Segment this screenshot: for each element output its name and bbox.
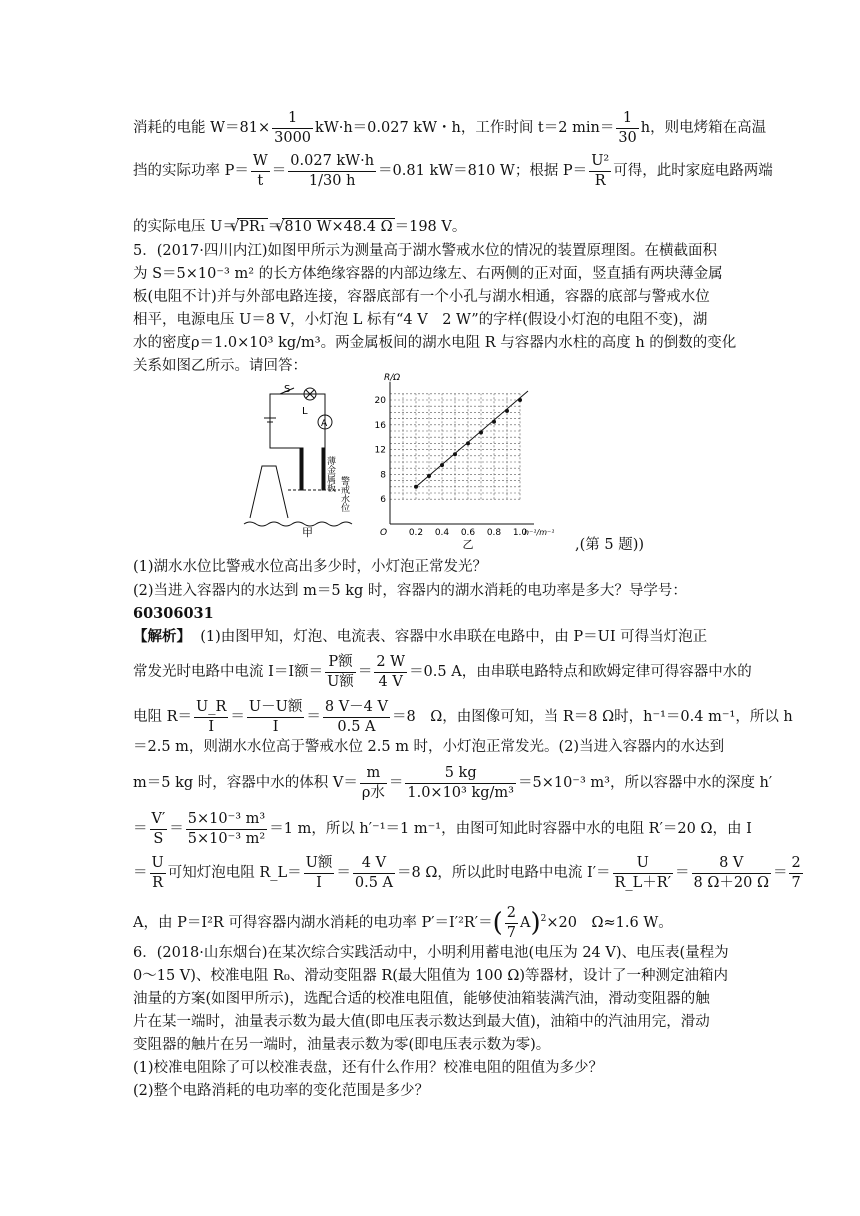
x-axis-label: h⁻¹/m⁻¹	[524, 528, 555, 537]
q5-line-4: 相平，电源电压 U＝8 V，小灯泡 L 标有“4 V 2 W”的字样(假设小灯泡的电阻不变)，湖	[133, 312, 708, 328]
figure-yi-chart	[368, 372, 558, 552]
analysis-line-2: 常发光时电路中电流 I＝I额＝ $\frac{\text{P额}}{\text{U额}}$ ＝ $\frac{2 W}{4 V}$ ＝0.5 A，由串联电路特点和欧姆定律可得容器中水的	[133, 654, 752, 690]
figure-caption-yi: 乙	[462, 538, 474, 551]
q5-code: 60306031	[133, 605, 214, 622]
circuit-wire	[270, 406, 300, 448]
data-point	[453, 452, 457, 456]
figure-jia	[240, 378, 370, 540]
label-s: S	[284, 384, 291, 395]
series-line	[416, 391, 528, 487]
y-tick-label: 6	[380, 495, 386, 506]
fraction: $\frac{\text{U²}}{R}$	[591, 153, 610, 189]
x-tick-label: 0.6	[460, 528, 476, 538]
y-axis-label: R/Ω	[384, 372, 401, 383]
y-tick-label: 8	[380, 470, 386, 481]
q5-line-1: 5．(2017·四川内江)如图甲所示为测量高于湖水警戒水位的情况的装置原理图。在横截面积	[133, 243, 718, 259]
data-point	[479, 431, 483, 435]
prev-line-1: 消耗的电能 W＝81× $\frac{1}{3000}$ kW·h＝0.027 kW・h，工作时间 t＝2 min＝ $\frac{1}{30}$ h，则电烤箱在高温	[133, 110, 767, 146]
container-plate	[300, 448, 303, 490]
x-tick-label: 0.2	[408, 528, 424, 538]
prev-line-2: 挡的实际功率 P＝ $\frac{W}{t}$ ＝ $\frac{0.027 kW\cdot h}{1/30 h}$ ＝0.81 kW＝810 W；根据 P＝ $\frac{\text{U²}}{R}$ 可得，此时家庭电路两端	[133, 153, 773, 189]
dam	[250, 466, 288, 518]
fraction: $\frac{W}{t}$	[252, 153, 268, 189]
data-point	[427, 474, 431, 478]
fraction: $\frac{4 V}{0.5 A}$	[354, 855, 394, 891]
fraction: $\frac{8 V-4 V}{0.5 A}$	[324, 699, 388, 735]
x-tick-label: 0.4	[434, 528, 450, 538]
fraction: $\frac{\text{U－U额}}{I}$	[248, 699, 303, 735]
fraction: $\frac{\text{P额}}{\text{U额}}$	[327, 654, 354, 690]
y-tick-label: 20	[374, 396, 386, 406]
fraction: $\frac{U}{R\_L+R'}$	[614, 855, 672, 891]
q5-line-5: 水的密度ρ＝1.0×10³ kg/m³。两金属板间的湖水电阻 R 与容器内水柱的高度 h 的倒数的变化	[133, 335, 737, 351]
data-point	[505, 409, 509, 413]
water-waves	[244, 522, 352, 526]
q6-sub-2: (2)整个电路消耗的电功率的变化范围是多少？	[133, 1083, 430, 1099]
q6-line-2: 0～15 V)、校准电阻 R₀、滑动变阻器 R(最大阻值为 100 Ω)等器材，设计了一种测定油箱内	[133, 968, 729, 984]
analysis-line-7: ＝ $\frac{U}{R}$ 可知灯泡电阻 R_L＝ $\frac{\text{U额}}{I}$ ＝ $\frac{4 V}{0.5 A}$ ＝8 Ω，所以此时电路中电流 I′＝ $\frac{U}{R\_L+R'}$ ＝ $\frac{8 V}{8 \Omega+20 \Omega}$ ＝ $\frac{2}{7}$	[133, 855, 801, 891]
fraction: $\frac{2}{7}$	[791, 855, 801, 891]
circuit-wire	[270, 394, 325, 448]
analysis-line-1: 【解析】 (1)由图甲知，灯泡、电流表、容器中水串联在电路中，由 P＝UI 可得当灯泡正	[133, 628, 708, 645]
q6-line-3: 油量的方案(如图甲所示)，选配合适的校准电阻值，能够使油箱装满汽油，滑动变阻器的触	[133, 991, 710, 1007]
fraction: $\frac{U}{R}$	[151, 855, 164, 891]
fraction: $\frac{1}{30}$	[618, 110, 637, 146]
fraction: $\frac{5 kg}{\text{1.0×10³ kg/m³}}$	[407, 765, 514, 801]
analysis-heading: 【解析】	[133, 628, 191, 645]
figure-caption-jia: 甲	[302, 526, 313, 539]
label-l: L	[302, 406, 308, 417]
q5-sub-2: (2)当进入容器内的水达到 m＝5 kg 时，容器内的湖水消耗的电功率是多大？导学号：	[133, 583, 687, 599]
data-point	[466, 441, 470, 445]
x-tick-label: 0.8	[486, 528, 502, 538]
analysis-line-4: ＝2.5 m，则湖水水位高于警戒水位 2.5 m 时，小灯泡正常发光。(2)当进入容器内的水达到	[133, 739, 725, 755]
q5-sub-1: (1)湖水水位比警戒水位高出多少时，小灯泡正常发光？	[133, 559, 488, 575]
fraction: $\frac{m}{\text{ρ水}}$	[361, 765, 385, 801]
y-tick-label: 16	[374, 420, 386, 431]
plate-label: 薄金属板	[325, 456, 335, 492]
fraction: $\frac{2}{7}$	[506, 905, 516, 941]
label-a: A	[321, 419, 328, 429]
q5-line-2: 为 S＝5×10⁻³ m² 的长方体绝缘容器的内部边缘左、右两侧的正对面，竖直插有两块薄金属	[133, 266, 723, 282]
level-label: 警戒水位	[339, 476, 349, 512]
fraction: $\frac{\text{U额}}{I}$	[305, 855, 333, 891]
q5-line-3: 板(电阻不计)并与外部电路连接，容器底部有一个小孔与湖水相通，容器的底部与警戒水位	[133, 289, 710, 305]
x-tick-label: 1.0	[512, 528, 528, 538]
data-point	[518, 398, 522, 402]
fraction: $\frac{0.027 kW\cdot h}{1/30 h}$	[290, 153, 375, 189]
y-tick-label: 12	[374, 445, 386, 456]
q5-line-6: 关系如图乙所示。请回答：	[133, 358, 307, 374]
prev-line-3: 的实际电压 U＝√ PR₁ ＝√ 810 W×48.4 Ω ＝198 V。	[133, 220, 466, 235]
analysis-line-8: A，由 P＝I²R 可得容器内湖水消耗的电功率 P′＝I′²R′＝( $\frac{2}{7}$ A)$^2$×20 Ω≈1.6 W。	[133, 905, 673, 941]
figure-caption-number: ,(第 5 题))	[575, 537, 645, 553]
analysis-line-5: m＝5 kg 时，容器中水的体积 V＝ $\frac{m}{\text{ρ水}}$ ＝ $\frac{5 kg}{\text{1.0×10³ kg/m³}}$ ＝5×10⁻³ m³，所以容器中水的深度 h′	[133, 765, 773, 801]
origin-label: O	[380, 528, 388, 538]
fraction: $\frac{1}{3000}$	[274, 110, 312, 146]
q6-sub-1: (1)校准电阻除了可以校准表盘，还有什么作用？校准电阻的阻值为多少？	[133, 1060, 604, 1076]
q6-line-1: 6．(2018·山东烟台)在某次综合实践活动中，小明利用蓄电池(电压为 24 V)、电压表(量程为	[133, 945, 729, 961]
analysis-line-6: ＝ $\frac{V'}{S}$ ＝ $\frac{\text{5×10⁻³ m³}}{\text{5×10⁻³ m²}}$ ＝1 m，所以 h′⁻¹＝1 m⁻¹，由图可知此时容器中水的电阻 R′＝20 Ω，由 I	[133, 811, 752, 847]
data-point	[440, 463, 444, 467]
fraction: $\frac{U\_R}{I}$	[196, 699, 227, 735]
q6-line-5: 变阻器的触片在另一端时，油量表示数为零(即电压表示数为零)。	[133, 1037, 551, 1053]
data-point	[414, 485, 418, 489]
q6-line-4: 片在某一端时，油量表示数为最大值(即电压表示数达到最大值)，油箱中的汽油用完，滑动	[133, 1014, 710, 1030]
fraction: $\frac{\text{5×10⁻³ m³}}{\text{5×10⁻³ m²}}$	[187, 811, 266, 847]
data-point	[492, 420, 496, 424]
analysis-line-3: 电阻 R＝ $\frac{U\_R}{I}$ ＝ $\frac{\text{U－U额}}{I}$ ＝ $\frac{8 V-4 V}{0.5 A}$ ＝8 Ω，由图像可知，当 R＝8 Ω时，h⁻¹＝0.4 m⁻¹，所以 h	[133, 699, 793, 735]
fraction: $\frac{2 W}{4 V}$	[376, 654, 406, 690]
fraction: $\frac{8 V}{8 \Omega+20 \Omega}$	[693, 855, 769, 891]
fraction: $\frac{V'}{S}$	[151, 811, 166, 847]
